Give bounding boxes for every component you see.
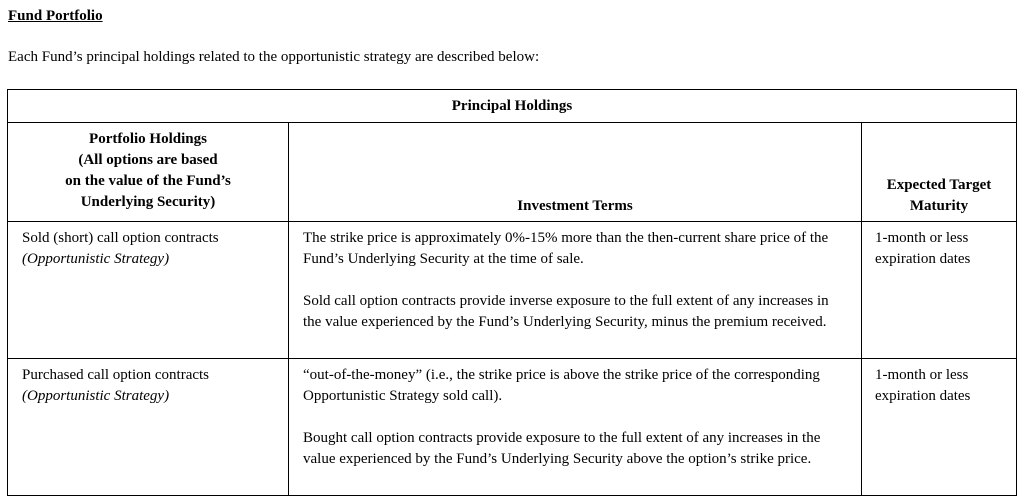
header-line: Underlying Security): [80, 194, 216, 210]
table-row: [8, 222, 1017, 359]
table-header-row: [8, 123, 1017, 222]
terms-paragraph: Sold call option contracts provide inverse exposure to the full extent of any increases in the value experienced by the Fund’s Underlying Security, minus the premium received.: [303, 293, 829, 330]
intro-text: Each Fund’s principal holdings related to the opportunistic strategy are described below:: [8, 49, 540, 65]
table-title-row: [8, 90, 1017, 123]
holding-cell: [8, 222, 289, 359]
maturity-header: [862, 123, 1017, 222]
terms-paragraph: Bought call option contracts provide exposure to the full extent of any increases in the value experienced by the Fund’s Underlying Security above the option’s strike price.: [303, 430, 821, 467]
terms-cell: [289, 222, 862, 359]
table-title: Principal Holdings: [8, 90, 1017, 123]
maturity-cell: [862, 359, 1017, 496]
header-line: Portfolio Holdings: [89, 131, 207, 147]
holding-cell: [8, 359, 289, 496]
terms-paragraph: “out-of-the-money” (i.e., the strike price is above the strike price of the corresponding Opportunistic Strategy sold call).: [303, 367, 820, 404]
holding-name: Sold (short) call option contracts: [22, 230, 219, 246]
maturity-line: expiration dates: [875, 388, 971, 404]
table-row: [8, 359, 1017, 496]
terms-cell: [289, 359, 862, 496]
maturity-line: 1-month or less: [875, 230, 969, 246]
maturity-line: 1-month or less: [875, 367, 969, 383]
portfolio-holdings-header: [8, 123, 289, 222]
maturity-cell: [862, 222, 1017, 359]
terms-paragraph: The strike price is approximately 0%-15% more than the then-current share price of the Fund’s Underlying Security at the time of sale.: [303, 230, 829, 267]
maturity-line: expiration dates: [875, 251, 971, 267]
principal-holdings-table: [7, 89, 1017, 496]
header-line: on the value of the Fund’s: [65, 173, 231, 189]
header-line: Maturity: [909, 198, 969, 214]
header-line: (All options are based: [78, 152, 218, 168]
investment-terms-header: Investment Terms: [289, 123, 862, 222]
holding-strategy: (Opportunistic Strategy): [22, 251, 170, 267]
section-heading: Fund Portfolio: [8, 8, 103, 24]
holding-strategy: (Opportunistic Strategy): [22, 388, 170, 404]
holding-name: Purchased call option contracts: [22, 367, 210, 383]
header-line: Expected Target: [886, 177, 992, 193]
